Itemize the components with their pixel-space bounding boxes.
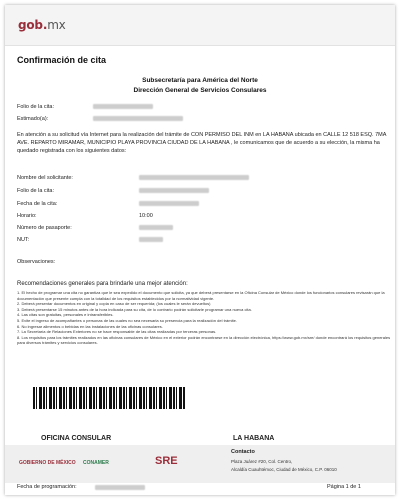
field-value-nut (139, 237, 163, 242)
heading-subsecretaria: Subsecretaría para América del Norte (142, 77, 258, 84)
estimado-redacted (93, 116, 183, 121)
contact-line-2: Alcaldía Cuauhtémoc, Ciudad de México, C.P. 06010 (231, 467, 337, 472)
recommendations-title: Recomendaciones generales para brindarle una mejor atención: (17, 281, 188, 287)
office-label: OFICINA CONSULAR (41, 435, 112, 442)
field-label-pasaporte: Número de pasaporte: (17, 225, 72, 231)
field-value-fecha (139, 201, 199, 206)
programming-date-redacted (95, 485, 145, 490)
field-value-pasaporte (139, 225, 173, 230)
field-label-horario: Horario: (17, 213, 37, 219)
field-value-horario: 10:00 (139, 213, 153, 219)
gob-header (5, 5, 395, 46)
sre-logo: SRE (155, 455, 178, 467)
recommendations-list (17, 290, 391, 346)
conamer-logo: CONAMER (83, 460, 109, 466)
estimado-label: Estimado(a): (17, 116, 49, 122)
list-item: 7. La Secretaría de Relaciones Exteriores no se hace responsable de las citas realizadas por terceras personas. (17, 329, 217, 335)
list-item: 1. El hecho de programar una cita no garantiza que le sea expedido el documento que solicita, ya que deberá presentarse en la Oficina Consular de México donde los funcionarios consulares revisarán que la documentación que presente cumpla con la totalidad de los requisitos establecidos por la normatividad vigente. (17, 290, 385, 301)
field-value-nombre (139, 175, 249, 180)
list-item: 2. Deberá presentar documentos en original y copia en caso de ser requerida; (los cuales le serán devueltos) (17, 301, 211, 307)
page-number: Página 1 de 1 (327, 484, 361, 490)
field-label-nut: NUT: (17, 237, 30, 243)
contact-line-1: Plaza Juárez #20, Col. Centro, (231, 459, 293, 464)
programming-date-label: Fecha de programación: (17, 484, 77, 490)
observaciones-label: Observaciones: (17, 259, 56, 265)
list-item: 4. Las citas son gratuitas, personales e intransferibles. (17, 312, 114, 318)
heading-direccion: Dirección General de Servicios Consulares (133, 87, 267, 94)
footer-band (5, 445, 395, 483)
gobierno-logo: GOBIERNO DE MÉXICO (19, 460, 76, 466)
list-item: 5. Evite el ingreso de acompañantes o personas de las cuales no sea necesaria su presencia para la realización del trámite. (17, 317, 237, 323)
barcode (33, 387, 185, 409)
field-label-nombre: Nombre del solicitante: (17, 175, 73, 181)
intro-paragraph: En atención a su solicitud vía Internet para la realización del trámite de CON PERMISO DEL INM en LA HABANA ubicada en CALLE 12 518 ESQ. 7MA AVE. REPARTO MIRAMAR, MUNICIPIO PLAYA PROVINCIA CIUDAD DE LA HABANA , le comunicamos que de acuerdo a su elección, la misma ha quedado registrada con los siguientes datos: (17, 132, 387, 154)
list-item: 8. Los requisitos para los trámites realizados en las oficinas consulares de México en el exterior podrán encontrarse en la dirección electrónica, https://www.gob.mx/sre/ donde encontrará los requisitos generales para diversos trámites y servicios consulares. (17, 334, 391, 346)
folio-redacted (93, 104, 153, 109)
field-label-folio: Folio de la cita: (17, 188, 54, 194)
list-item: 3. Deberá presentarse 15 minutos antes de la hora indicada para su cita, de lo contrario podrán solicitarle programar una nueva cita. (17, 306, 252, 312)
gob-mx-logo[interactable]: gob.mx (18, 18, 66, 32)
city-label: LA HABANA (233, 435, 275, 442)
page-title: Confirmación de cita (17, 55, 107, 65)
field-label-fecha: Fecha de la cita: (17, 201, 58, 207)
field-value-folio (139, 188, 209, 193)
list-item: 6. No ingresar alimentos o bebidas en las instalaciones de las oficinas consulares. (17, 323, 163, 329)
document-page (5, 5, 395, 495)
folio-label: Folio de la cita: (17, 104, 54, 110)
contact-heading: Contacto (231, 449, 255, 455)
